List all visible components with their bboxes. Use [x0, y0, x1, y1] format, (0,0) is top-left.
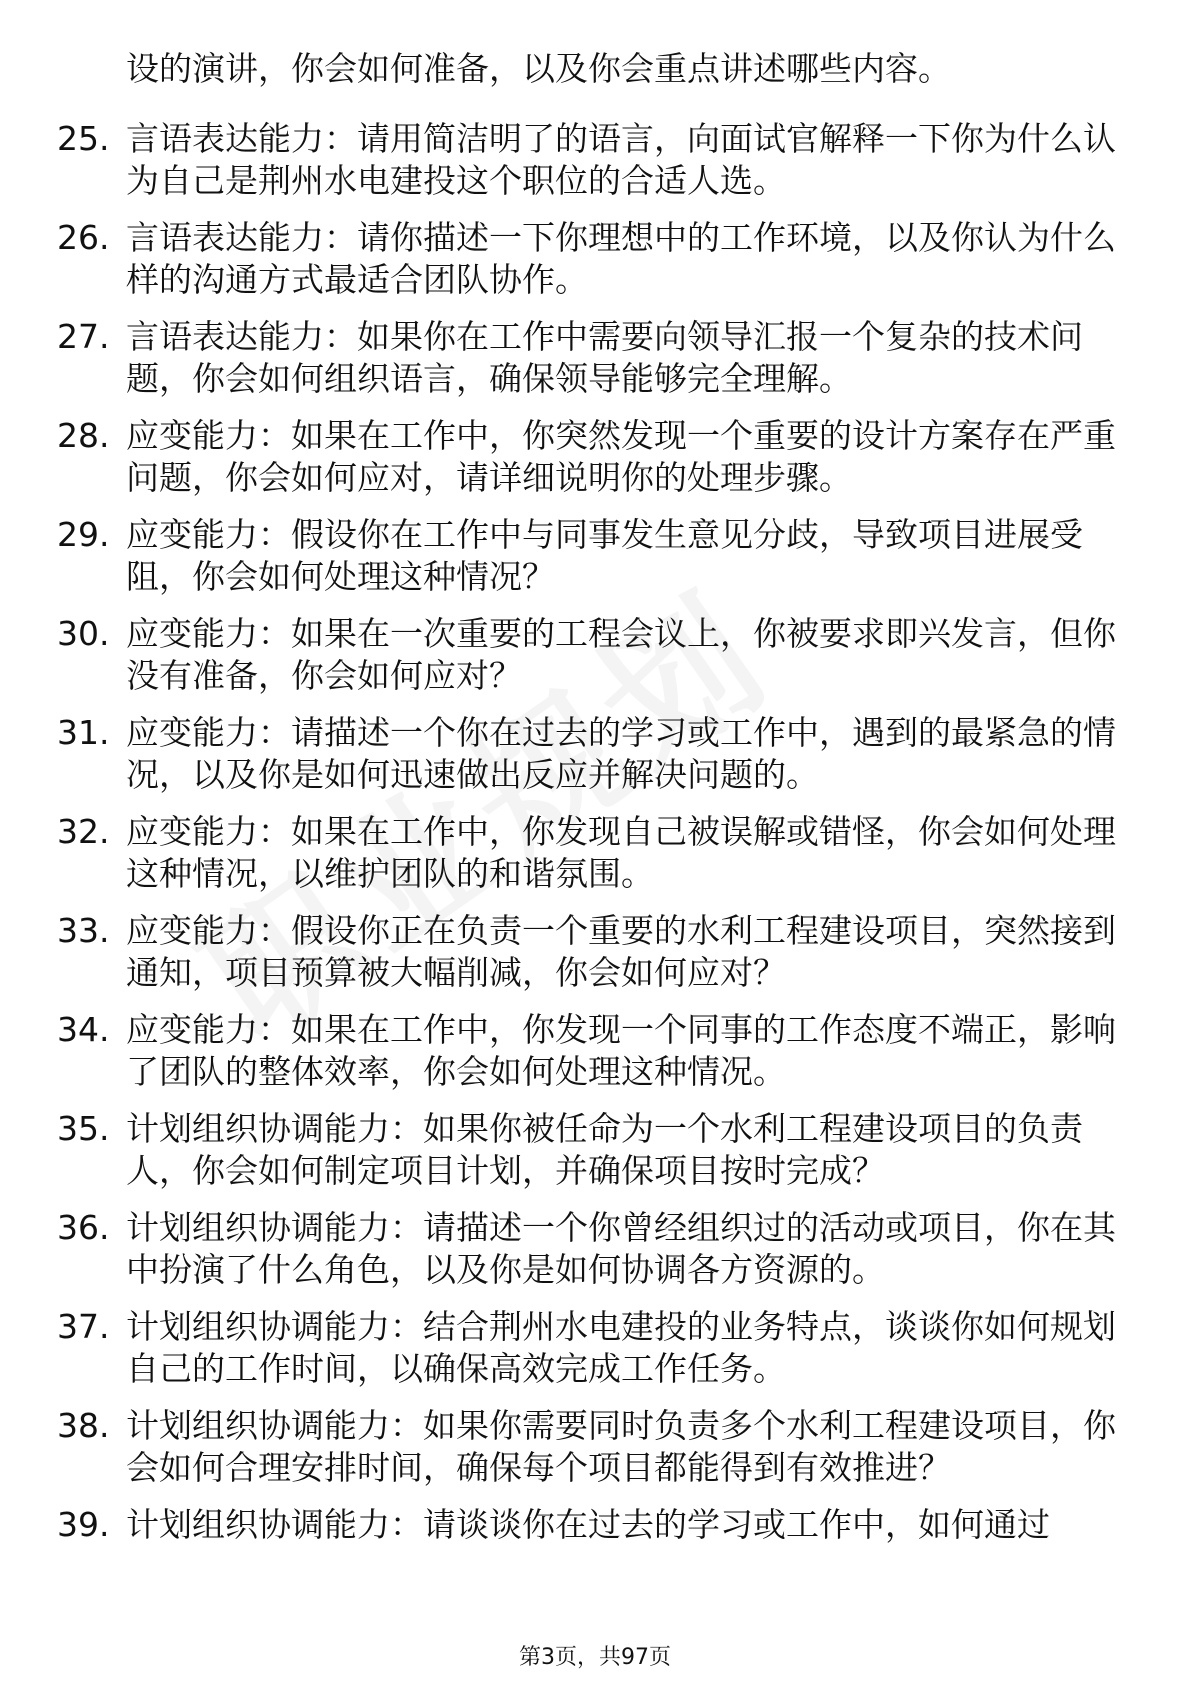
question-item	[0, 118, 1190, 217]
question-item	[0, 811, 1190, 910]
question-text: 计划组织协调能力：如果你需要同时负责多个水利工程建设项目，你会如何合理安排时间，确保每个项目都能得到有效推进？	[126, 1406, 1116, 1487]
question-list	[0, 118, 1190, 1564]
question-item	[0, 712, 1190, 811]
question-text: 言语表达能力：请你描述一下你理想中的工作环境，以及你认为什么样的沟通方式最适合团队协作。	[126, 218, 1116, 299]
question-item	[0, 1405, 1190, 1504]
question-item	[0, 1504, 1190, 1564]
question-number: 30.	[57, 614, 110, 653]
question-item	[0, 415, 1190, 514]
question-number: 27.	[57, 317, 110, 356]
question-number: 35.	[57, 1109, 110, 1148]
question-number: 29.	[57, 515, 110, 554]
question-item	[0, 1306, 1190, 1405]
question-number: 37.	[57, 1307, 110, 1346]
question-number: 26.	[57, 218, 110, 257]
question-number: 32.	[57, 812, 110, 851]
question-text: 应变能力：如果在工作中，你发现一个同事的工作态度不端正，影响了团队的整体效率，你会如何处理这种情况。	[126, 1010, 1116, 1091]
question-number: 38.	[57, 1406, 110, 1445]
question-text: 计划组织协调能力：如果你被任命为一个水利工程建设项目的负责人，你会如何制定项目计划，并确保项目按时完成？	[126, 1109, 1083, 1190]
question-text: 计划组织协调能力：请描述一个你曾经组织过的活动或项目，你在其中扮演了什么角色，以及你是如何协调各方资源的。	[126, 1208, 1116, 1289]
question-text: 应变能力：如果在一次重要的工程会议上，你被要求即兴发言，但你没有准备，你会如何应对？	[126, 614, 1116, 695]
question-number: 28.	[57, 416, 110, 455]
question-text: 应变能力：假设你在工作中与同事发生意见分歧，导致项目进展受阻，你会如何处理这种情况？	[126, 515, 1083, 596]
continued-paragraph: 设的演讲，你会如何准备，以及你会重点讲述哪些内容。	[126, 49, 951, 88]
question-text: 应变能力：如果在工作中，你发现自己被误解或错怪，你会如何处理这种情况，以维护团队的和谐氛围。	[126, 812, 1116, 893]
question-item	[0, 1009, 1190, 1108]
question-number: 39.	[57, 1505, 110, 1544]
question-text: 应变能力：请描述一个你在过去的学习或工作中，遇到的最紧急的情况，以及你是如何迅速做出反应并解决问题的。	[126, 713, 1116, 794]
question-item	[0, 217, 1190, 316]
question-number: 36.	[57, 1208, 110, 1247]
page-number-footer: 第3页，共97页	[519, 1645, 671, 1670]
question-text: 言语表达能力：如果你在工作中需要向领导汇报一个复杂的技术问题，你会如何组织语言，确保领导能够完全理解。	[126, 317, 1083, 398]
question-number: 31.	[57, 713, 110, 752]
question-text: 应变能力：假设你正在负责一个重要的水利工程建设项目，突然接到通知，项目预算被大幅削减，你会如何应对？	[126, 911, 1116, 992]
question-item	[0, 1207, 1190, 1306]
question-text: 言语表达能力：请用简洁明了的语言，向面试官解释一下你为什么认为自己是荆州水电建投这个职位的合适人选。	[126, 119, 1116, 200]
question-text: 计划组织协调能力：请谈谈你在过去的学习或工作中，如何通过	[126, 1505, 1050, 1544]
question-item	[0, 514, 1190, 613]
question-item	[0, 316, 1190, 415]
question-text: 计划组织协调能力：结合荆州水电建投的业务特点，谈谈你如何规划自己的工作时间，以确保高效完成工作任务。	[126, 1307, 1116, 1388]
question-item	[0, 613, 1190, 712]
question-number: 25.	[57, 119, 110, 158]
question-item	[0, 1108, 1190, 1207]
question-number: 34.	[57, 1010, 110, 1049]
question-number: 33.	[57, 911, 110, 950]
question-text: 应变能力：如果在工作中，你突然发现一个重要的设计方案存在严重问题，你会如何应对，请详细说明你的处理步骤。	[126, 416, 1116, 497]
question-item	[0, 910, 1190, 1009]
